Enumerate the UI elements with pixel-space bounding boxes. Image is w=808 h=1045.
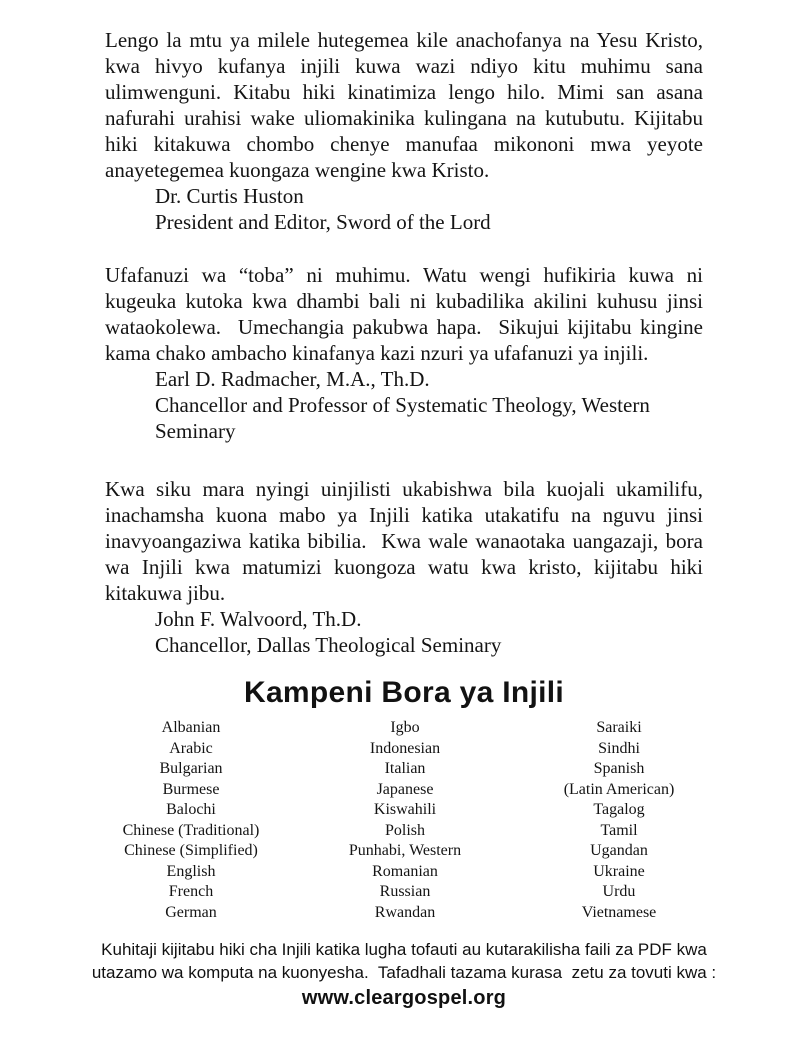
- testimonial-3-attribution: [155, 606, 703, 658]
- website-url: www.cleargospel.org: [301, 987, 507, 1009]
- footer-line-1: Kuhitaji kijitabu hiki cha Injili katika lugha tofauti au kutarakilisha faili za PDF kwa: [101, 940, 707, 959]
- testimonial-1-text: Lengo la mtu ya milele hutegemea kile anachofanya na Yesu Kristo, kwa hivyo kufanya injili kuwa wazi ndiyo kitu muhimu sana ulimwenguni. Kitabu hiki kinatimiza lengo hilo. Mimi san asana nafurahi urahisi wake uliomakinika kulingana na kutubutu. Kijitabu hiki kitakuwa chombo chenye manufaa mikononi mwa yeyote anayetegemea kuongaza wengine kwa Kristo.: [105, 28, 709, 182]
- testimonial-3-author: John F. Walvoord, Th.D.: [155, 607, 362, 631]
- language-item: Ukraine: [593, 862, 645, 880]
- language-item: Spanish: [593, 760, 645, 777]
- language-item: Punhabi, Western: [348, 842, 462, 859]
- language-item: Saraiki: [596, 719, 642, 736]
- language-item: Ugandan: [590, 842, 648, 859]
- language-item: Bulgarian: [159, 760, 223, 777]
- language-column-3: [512, 718, 726, 923]
- language-column-2: [298, 718, 512, 923]
- section-heading: Kampeni Bora ya Injili: [243, 676, 565, 709]
- language-item: Kiswahili: [373, 801, 437, 818]
- language-item: Arabic: [169, 739, 213, 757]
- testimonial-2: [105, 262, 709, 444]
- testimonial-1-author: Dr. Curtis Huston: [155, 184, 304, 208]
- language-item: Japanese: [376, 780, 434, 798]
- language-item: Albanian: [161, 719, 221, 736]
- language-item: Urdu: [602, 883, 636, 900]
- language-item: Polish: [384, 821, 425, 839]
- language-item: Balochi: [166, 801, 216, 818]
- language-item: Igbo: [390, 719, 420, 736]
- footer-line-2: utazamo wa komputa na kuonyesha. Tafadhali tazama kurasa zetu za tovuti kwa :: [91, 963, 717, 982]
- language-item: Burmese: [162, 780, 220, 798]
- language-item: Vietnamese: [581, 903, 657, 921]
- testimonial-1: [105, 27, 709, 235]
- language-item: French: [168, 883, 214, 900]
- language-item: German: [165, 903, 217, 921]
- language-column-1: [84, 718, 298, 923]
- testimonial-2-attribution: [155, 366, 703, 444]
- language-item: Indonesian: [369, 739, 441, 757]
- language-item: (Latin American): [563, 780, 675, 798]
- language-item: Romanian: [372, 862, 438, 880]
- language-list: [0, 718, 808, 923]
- testimonial-1-attribution: [155, 183, 703, 235]
- testimonial-3: [105, 476, 709, 658]
- testimonial-2-role: Chancellor and Professor of Systematic Theology, Western Seminary: [155, 393, 650, 443]
- language-item: Chinese (Traditional): [122, 821, 260, 839]
- language-item: Italian: [384, 760, 426, 777]
- language-item: Sindhi: [598, 739, 640, 757]
- language-item: Tamil: [600, 821, 638, 839]
- testimonial-1-role: President and Editor, Sword of the Lord: [155, 210, 491, 234]
- language-item: Chinese (Simplified): [124, 842, 258, 859]
- language-item: English: [166, 862, 216, 880]
- testimonial-2-author: Earl D. Radmacher, M.A., Th.D.: [155, 367, 430, 391]
- testimonial-3-text: Kwa siku mara nyingi uinjilisti ukabishwa bila kuojali ukamilifu, inachamsha kuona mabo ya Injili katika utakatifu na nguvu jinsi inavyoangaziwa katika bibilia. Kwa wale wanaotaka uangazaji, bora wa Injili kwa matumizi kuongoza watu kwa kristo, kijitabu hiki kitakuwa jibu.: [105, 477, 709, 605]
- testimonial-2-text: Ufafanuzi wa “toba” ni muhimu. Watu wengi hufikiria kuwa ni kugeuka kutoka kwa dhambi bali ni kubadilika akilini kuhusu jinsi wataokolewa. Umechangia pakubwa hapa. Sikujui kijitabu kingine kama chako ambacho kinafanya kazi nzuri ya ufafanuzi ya injili.: [105, 263, 709, 365]
- language-item: Rwandan: [374, 903, 436, 921]
- testimonial-3-role: Chancellor, Dallas Theological Seminary: [155, 633, 502, 657]
- page-footer: [0, 938, 808, 1011]
- language-item: Tagalog: [593, 801, 645, 818]
- language-item: Russian: [379, 883, 431, 900]
